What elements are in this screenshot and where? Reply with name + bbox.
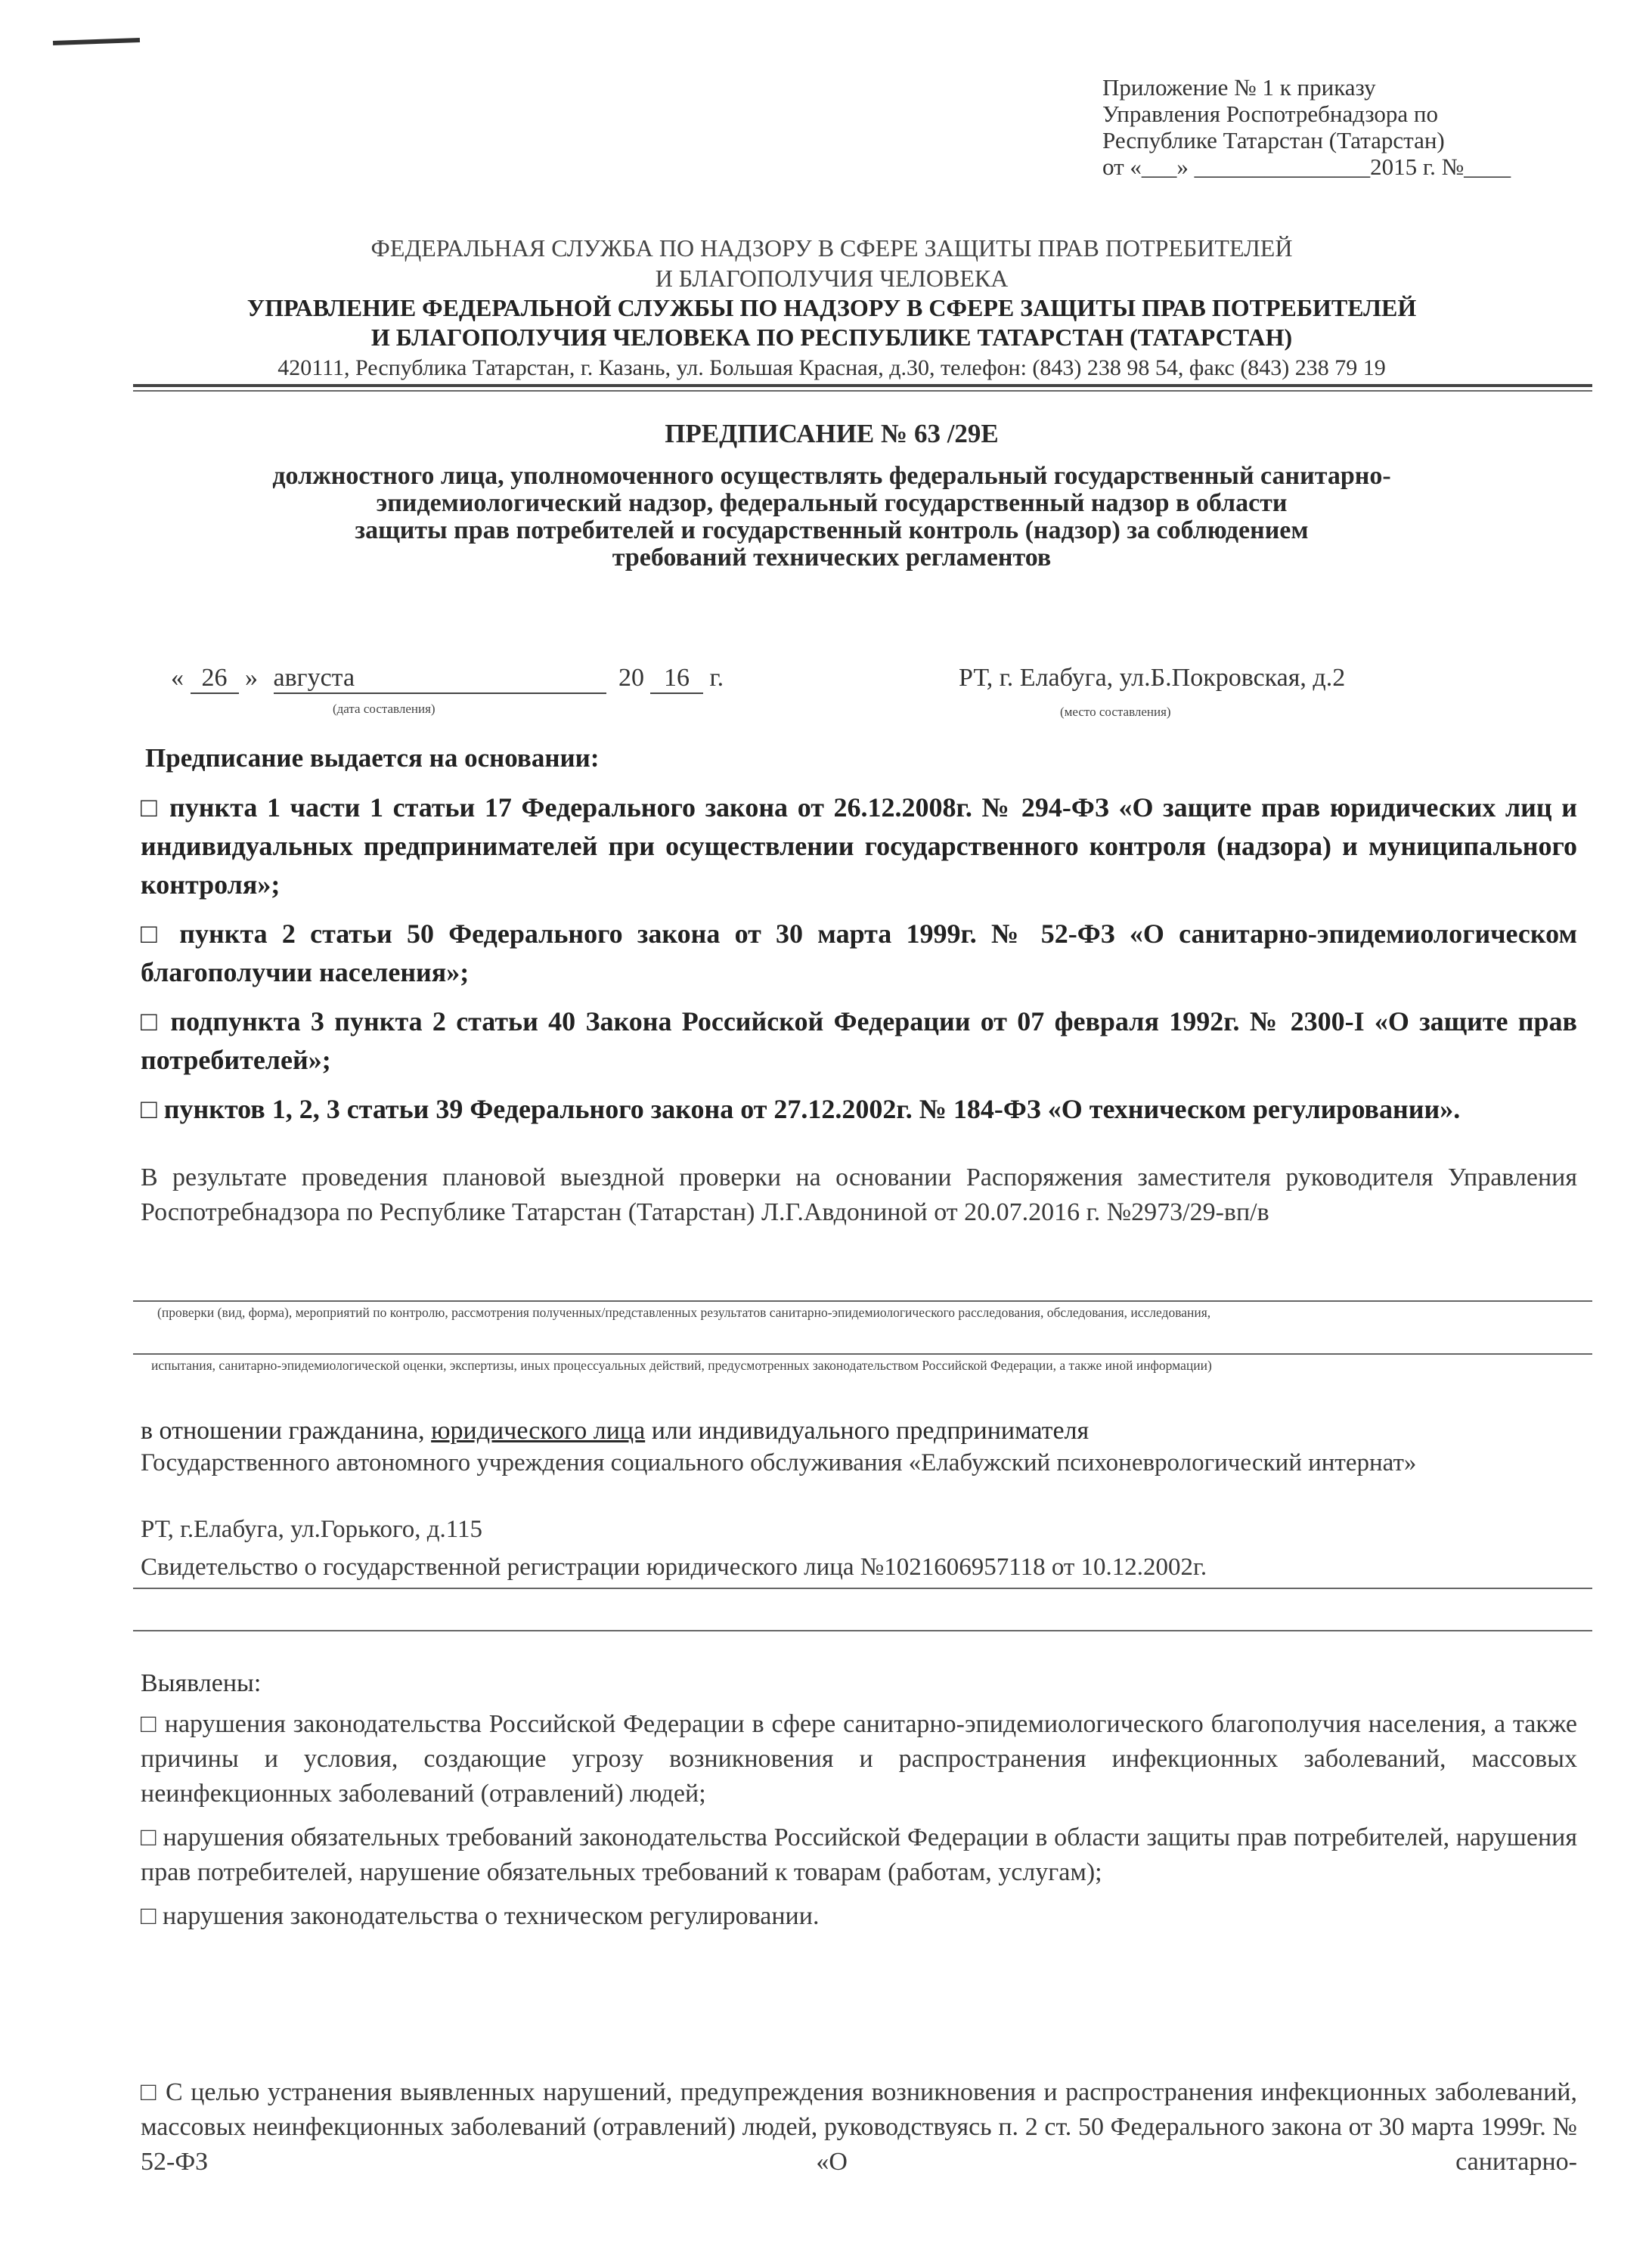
result-rule xyxy=(133,1353,1592,1355)
basis-list xyxy=(141,789,1577,1139)
document-subtitle xyxy=(113,463,1550,572)
findings-list xyxy=(141,1707,1577,1943)
header-address: 420111, Республика Татарстан, г. Казань, ул. Большая Красная, д.30, телефон: (843) 238 98 54, факс (843) 238 79 19 xyxy=(277,355,1386,380)
date-month: августа xyxy=(274,664,606,694)
date-day: 26 xyxy=(191,664,239,694)
subject-rule xyxy=(133,1630,1592,1631)
agency-line: ФЕДЕРАЛЬНАЯ СЛУЖБА ПО НАДЗОРУ В СФЕРЕ ЗАЩИТЫ ПРАВ ПОТРЕБИТЕЛЕЙ xyxy=(370,234,1293,262)
date-line xyxy=(171,664,724,694)
subject-rule xyxy=(133,1588,1592,1589)
purpose-text: □ С целью устранения выявленных нарушений, предупреждения возникновения и распространения инфекционных заболеваний, массовых неинфекционных заболеваний (отравлений) людей, руководствуясь п. 2 ст. 50 Федерального закона от 30 марта 1999г. № 52-ФЗ «О санитарно- xyxy=(141,2078,1577,2176)
subject-type-selected: юридического лица xyxy=(431,1417,646,1445)
quote: « xyxy=(171,664,184,692)
appendix-line: Республике Татарстан (Татарстан) xyxy=(1102,127,1445,153)
agency-name xyxy=(113,233,1550,293)
basis-item: □ подпункта 3 пункта 2 статьи 40 Закона Российской Федерации от 07 февраля 1992г. № 2300-I «О защите прав потребителей»; xyxy=(141,1006,1577,1075)
appendix-line: от «___» _______________2015 г. №____ xyxy=(1102,153,1511,180)
subject-org: Государственного автономного учреждения социального обслуживания «Елабужский психоневрологический интернат» xyxy=(141,1449,1417,1476)
subject-intro-text: или индивидуального предпринимателя xyxy=(645,1417,1090,1445)
subtitle-line: эпидемиологический надзор, федеральный государственный надзор в области xyxy=(376,489,1288,517)
department-name xyxy=(113,293,1550,352)
quote: » xyxy=(245,664,258,692)
subtitle-line: защиты прав потребителей и государственный контроль (надзор) за соблюдением xyxy=(355,516,1309,544)
agency-line: И БЛАГОПОЛУЧИЯ ЧЕЛОВЕКА xyxy=(655,265,1009,292)
finding-item: □ нарушения обязательных требований законодательства Российской Федерации в области защиты прав потребителей, нарушения прав потребителей, нарушение обязательных требований к товарам (работам, услугам); xyxy=(141,1823,1577,1886)
appendix-line: Приложение № 1 к приказу xyxy=(1102,74,1376,101)
basis-item: □ пункта 2 статьи 50 Федерального закона от 30 марта 1999г. № 52-ФЗ «О санитарно-эпидемиологическом благополучии населения»; xyxy=(141,919,1577,987)
result-text: В результате проведения плановой выездной проверки на основании Распоряжения заместителя руководителя Управления Роспотребнадзора по Республике Татарстан (Татарстан) Л.Г.Авдониной от 20.07.2016 г. №2973/29-вп/в xyxy=(141,1163,1577,1226)
subtitle-line: должностного лица, уполномоченного осуществлять федеральный государственный санитарно- xyxy=(272,462,1391,490)
finding-item: □ нарушения законодательства Российской Федерации в сфере санитарно-эпидемиологического благополучия населения, а также причины и условия, создающие угрозу возникновения и распространения инфекционных заболеваний, массовых неинфекционных заболеваний (отравлений) людей; xyxy=(141,1710,1577,1808)
subject-registration: Свидетельство о государственной регистрации юридического лица №1021606957118 от 10.12.2002г. xyxy=(141,1554,1207,1581)
scan-mark xyxy=(53,38,140,45)
result-caption: испытания, санитарно-эпидемиологической оценки, экспертизы, иных процессуальных действий, предусмотренных законодательством Российской Федерации, а также иной информации) xyxy=(151,1358,1212,1373)
finding-item: □ нарушения законодательства о техническом регулировании. xyxy=(141,1902,820,1930)
header-rule-thin xyxy=(133,390,1592,392)
header-rule xyxy=(133,384,1592,387)
date-caption: (дата составления) xyxy=(333,702,435,716)
subtitle-line: требований технических регламентов xyxy=(612,544,1052,572)
basis-heading: Предписание выдается на основании: xyxy=(145,743,600,773)
date-century: 20 xyxy=(618,664,644,692)
appendix-block xyxy=(1102,74,1511,180)
subject-intro xyxy=(141,1415,1577,1447)
subject-address: РТ, г.Елабуга, ул.Горького, д.115 xyxy=(141,1516,483,1543)
place: РТ, г. Елабуга, ул.Б.Покровская, д.2 xyxy=(959,664,1346,692)
year-suffix: г. xyxy=(709,664,724,692)
findings-heading: Выявлены: xyxy=(141,1669,262,1697)
department-line: И БЛАГОПОЛУЧИЯ ЧЕЛОВЕКА ПО РЕСПУБЛИКЕ ТАТАРСТАН (ТАТАРСТАН) xyxy=(370,324,1293,351)
place-caption: (место составления) xyxy=(1060,705,1171,719)
result-rule xyxy=(133,1300,1592,1302)
date-year: 16 xyxy=(650,664,703,694)
department-line: УПРАВЛЕНИЕ ФЕДЕРАЛЬНОЙ СЛУЖБЫ ПО НАДЗОРУ В СФЕРЕ ЗАЩИТЫ ПРАВ ПОТРЕБИТЕЛЕЙ xyxy=(246,294,1417,321)
basis-item: □ пунктов 1, 2, 3 статьи 39 Федерального закона от 27.12.2002г. № 184-ФЗ «О техническом регулировании». xyxy=(141,1094,1461,1124)
result-caption: (проверки (вид, форма), мероприятий по контролю, рассмотрения полученных/представленных результатов санитарно-эпидемиологического расследования, обследования, исследования, xyxy=(157,1305,1211,1320)
appendix-line: Управления Роспотребнадзора по xyxy=(1102,101,1439,127)
basis-item: □ пункта 1 части 1 статьи 17 Федерального закона от 26.12.2008г. № 294-ФЗ «О защите прав юридических лиц и индивидуальных предпринимателей при осуществлении государственного контроля (надзора) и муниципального контроля»; xyxy=(141,792,1577,900)
document-title: ПРЕДПИСАНИЕ № 63 /29Е xyxy=(665,419,999,448)
subject-intro-text: в отношении гражданина, xyxy=(141,1417,432,1445)
